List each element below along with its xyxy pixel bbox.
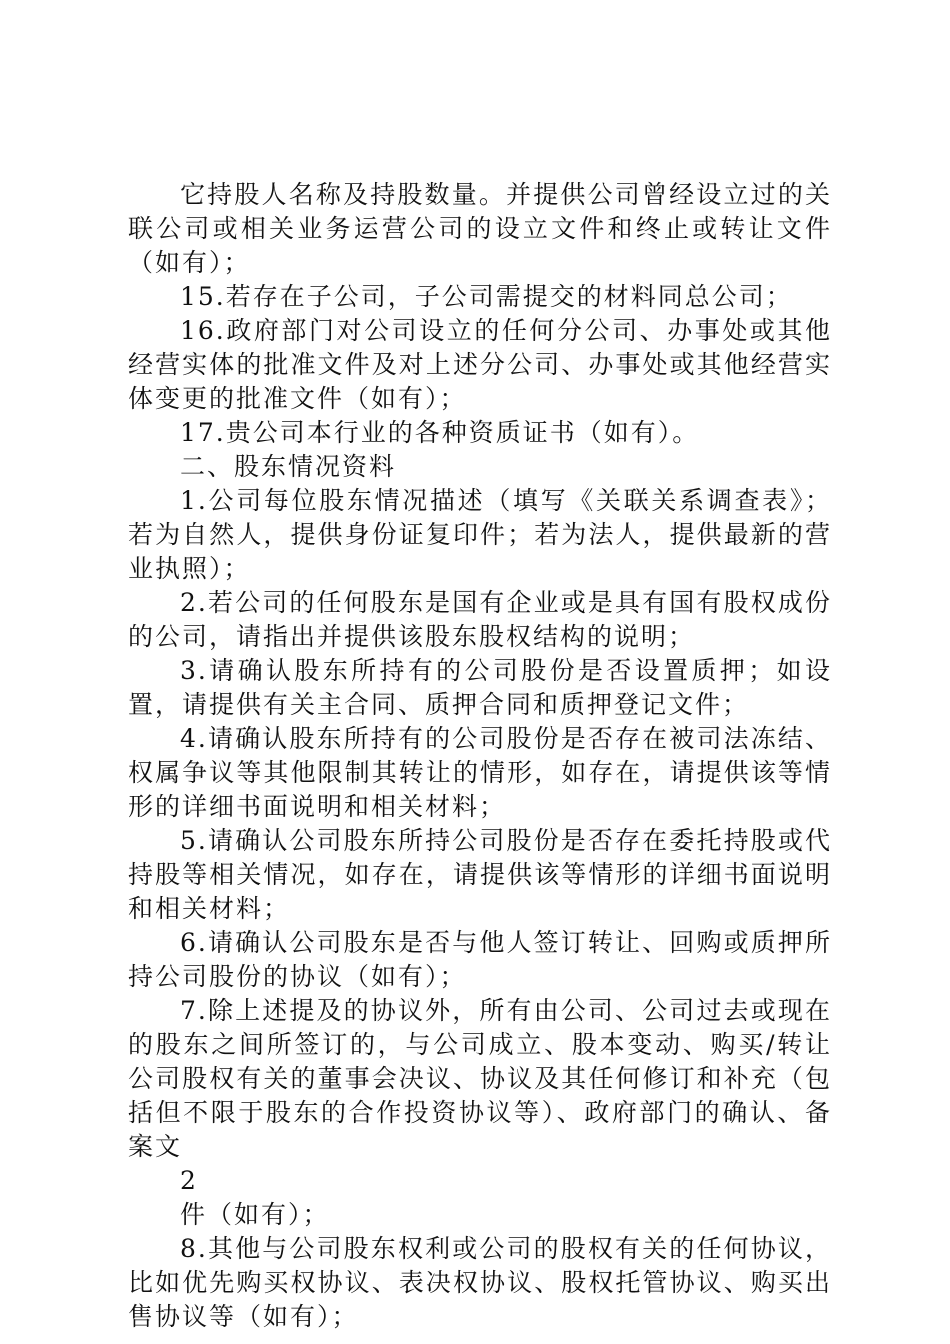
document-body xyxy=(128,178,832,1334)
page-number: 2 xyxy=(180,1166,198,1195)
paragraph: 17.贵公司本行业的各种资质证书（如有）。 xyxy=(180,418,700,447)
paragraph: 它持股人名称及持股数量。并提供公司曾经设立过的关联公司或相关业务运营公司的设立文件和终止或转让文件（如有）； xyxy=(128,180,832,277)
paragraph: 7.除上述提及的协议外，所有由公司、公司过去或现在的股东之间所签订的，与公司成立、股本变动、购买/转让公司股权有关的董事会决议、协议及其任何修订和补充（包括但不限于股东的合作投资协议等）、政府部门的确认、备案文 xyxy=(128,996,832,1161)
section-heading: 二、股东情况资料 xyxy=(180,452,397,481)
paragraph: 2.若公司的任何股东是国有企业或是具有国有股权成份的公司，请指出并提供该股东股权结构的说明； xyxy=(128,588,832,651)
paragraph: 5.请确认公司股东所持公司股份是否存在委托持股或代持股等相关情况，如存在，请提供该等情形的详细书面说明和相关材料； xyxy=(128,826,832,923)
paragraph: 1.公司每位股东情况描述（填写《关联关系调查表》；若为自然人，提供身份证复印件；若为法人，提供最新的营业执照）； xyxy=(128,486,832,583)
paragraph: 4.请确认股东所持有的公司股份是否存在被司法冻结、权属争议等其他限制其转让的情形，如存在，请提供该等情形的详细书面说明和相关材料； xyxy=(128,724,832,821)
paragraph: 15.若存在子公司，子公司需提交的材料同总公司； xyxy=(180,282,793,311)
paragraph: 8.其他与公司股东权利或公司的股权有关的任何协议，比如优先购买权协议、表决权协议、股权托管协议、购买出售协议等（如有）； xyxy=(128,1234,832,1331)
paragraph: 6.请确认公司股东是否与他人签订转让、回购或质押所持公司股份的协议（如有）； xyxy=(128,928,832,991)
paragraph: 16.政府部门对公司设立的任何分公司、办事处或其他经营实体的批准文件及对上述分公司、办事处或其他经营实体变更的批准文件（如有）； xyxy=(128,316,832,413)
paragraph: 件（如有）； xyxy=(180,1200,330,1229)
paragraph: 3.请确认股东所持有的公司股份是否设置质押；如设置，请提供有关主合同、质押合同和质押登记文件； xyxy=(128,656,832,719)
